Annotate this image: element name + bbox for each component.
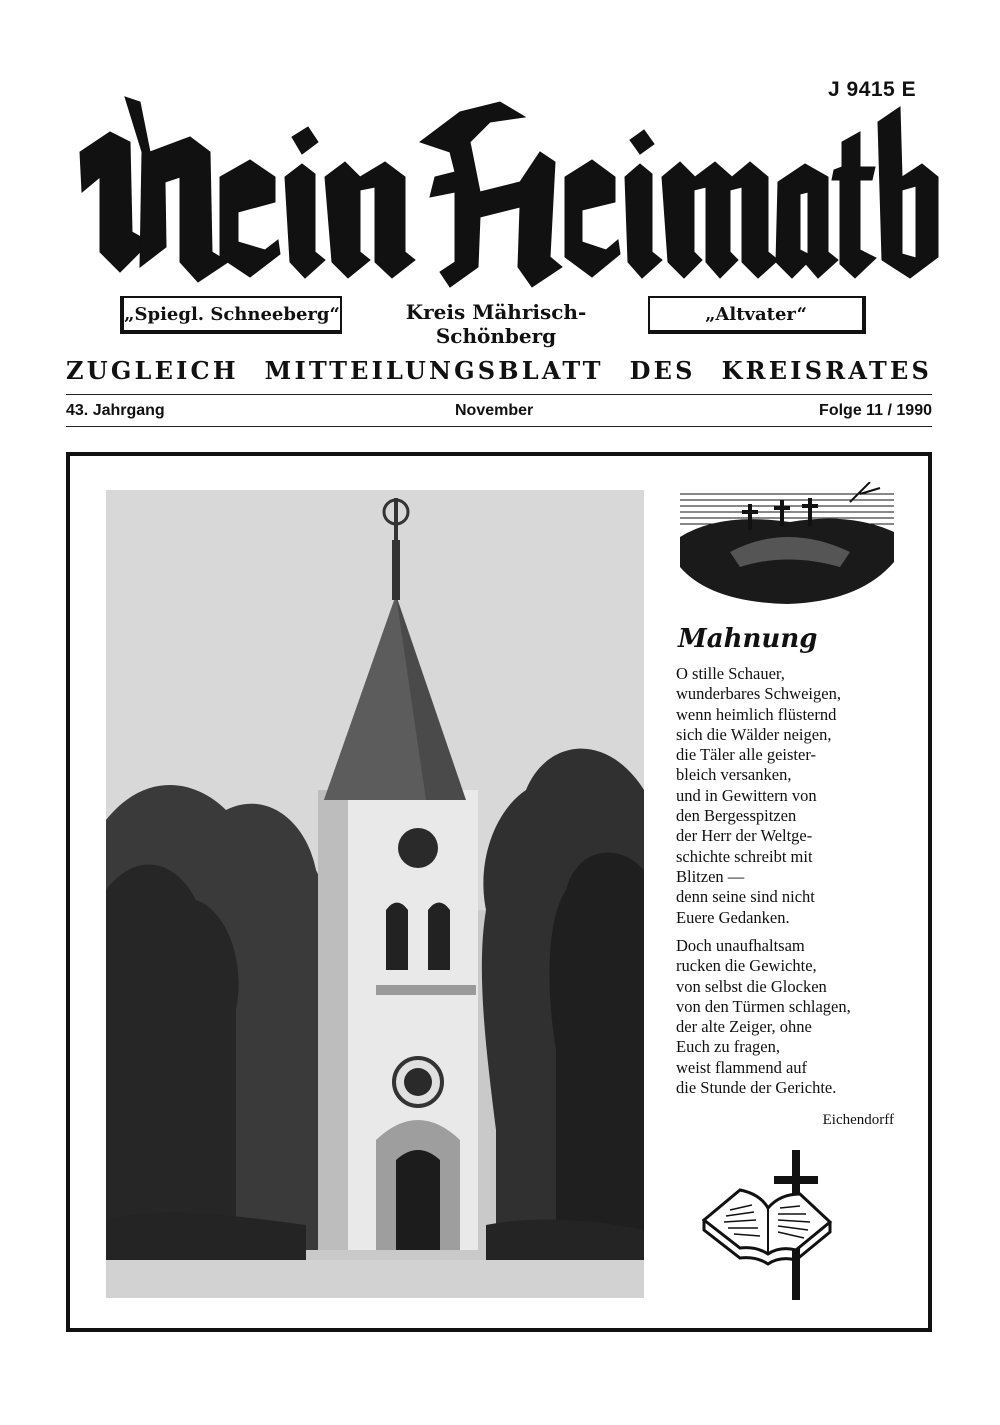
- poem-line: den Bergesspitzen: [676, 806, 797, 826]
- poem-line: Euch zu fragen,: [676, 1037, 780, 1057]
- poem-line: schichte schreibt mit: [676, 846, 813, 866]
- poem-line: O stille Schauer,: [676, 664, 785, 683]
- poem-author: Eichendorff: [822, 1112, 894, 1128]
- poem-line: bleich versanken,: [676, 765, 792, 785]
- woodcut-graves-illustration: [680, 482, 894, 608]
- poem-line: wenn heimlich flüsternd: [676, 704, 837, 724]
- poem-title: Mahnung: [678, 624, 818, 654]
- issue-number: Folge 11 / 1990: [819, 402, 932, 419]
- poem-line: die Stunde der Gerichte.: [676, 1078, 837, 1098]
- poem-line: weist flammend auf: [676, 1057, 808, 1077]
- poem-line: die Täler alle geister-: [676, 745, 817, 765]
- poem-line: von den Türmen schlagen,: [676, 996, 851, 1016]
- volume-label: 43. Jahrgang: [66, 402, 165, 419]
- masthead-logo: [70, 82, 940, 292]
- poem-line: und in Gewittern von: [676, 785, 817, 805]
- issn-code: J 9415 E: [828, 78, 917, 101]
- poem-line: Doch unaufhaltsam: [676, 936, 805, 955]
- district-label: Kreis Mährisch-Schönberg: [405, 300, 587, 348]
- poem-line: wunderbares Schweigen,: [676, 684, 841, 704]
- poem-line: rucken die Gewichte,: [676, 956, 817, 976]
- divider: [66, 394, 932, 395]
- poem-line: Blitzen —: [676, 866, 745, 886]
- poem-line: der Herr der Weltge-: [676, 826, 813, 846]
- poem-line: Euere Gedanken.: [676, 907, 790, 927]
- subtitle: ZUGLEICH MITTEILUNGSBLATT DES KREISRATES: [66, 356, 932, 385]
- poem-line: der alte Zeiger, ohne: [676, 1017, 812, 1037]
- region-label-left: „Spiegl. Schneeberg“: [120, 296, 342, 334]
- region-label-right: „Altvater“: [648, 296, 866, 334]
- poem-line: denn seine sind nicht: [676, 887, 815, 907]
- divider: [66, 426, 932, 427]
- poem-stanza-1: [676, 664, 916, 928]
- poem-stanza-2: [676, 936, 916, 1098]
- poem-line: von selbst die Glocken: [676, 976, 827, 996]
- month-label: November: [455, 402, 534, 419]
- poem-line: sich die Wälder neigen,: [676, 724, 832, 744]
- church-photo: [106, 490, 644, 1298]
- bible-cross-icon: [700, 1150, 836, 1304]
